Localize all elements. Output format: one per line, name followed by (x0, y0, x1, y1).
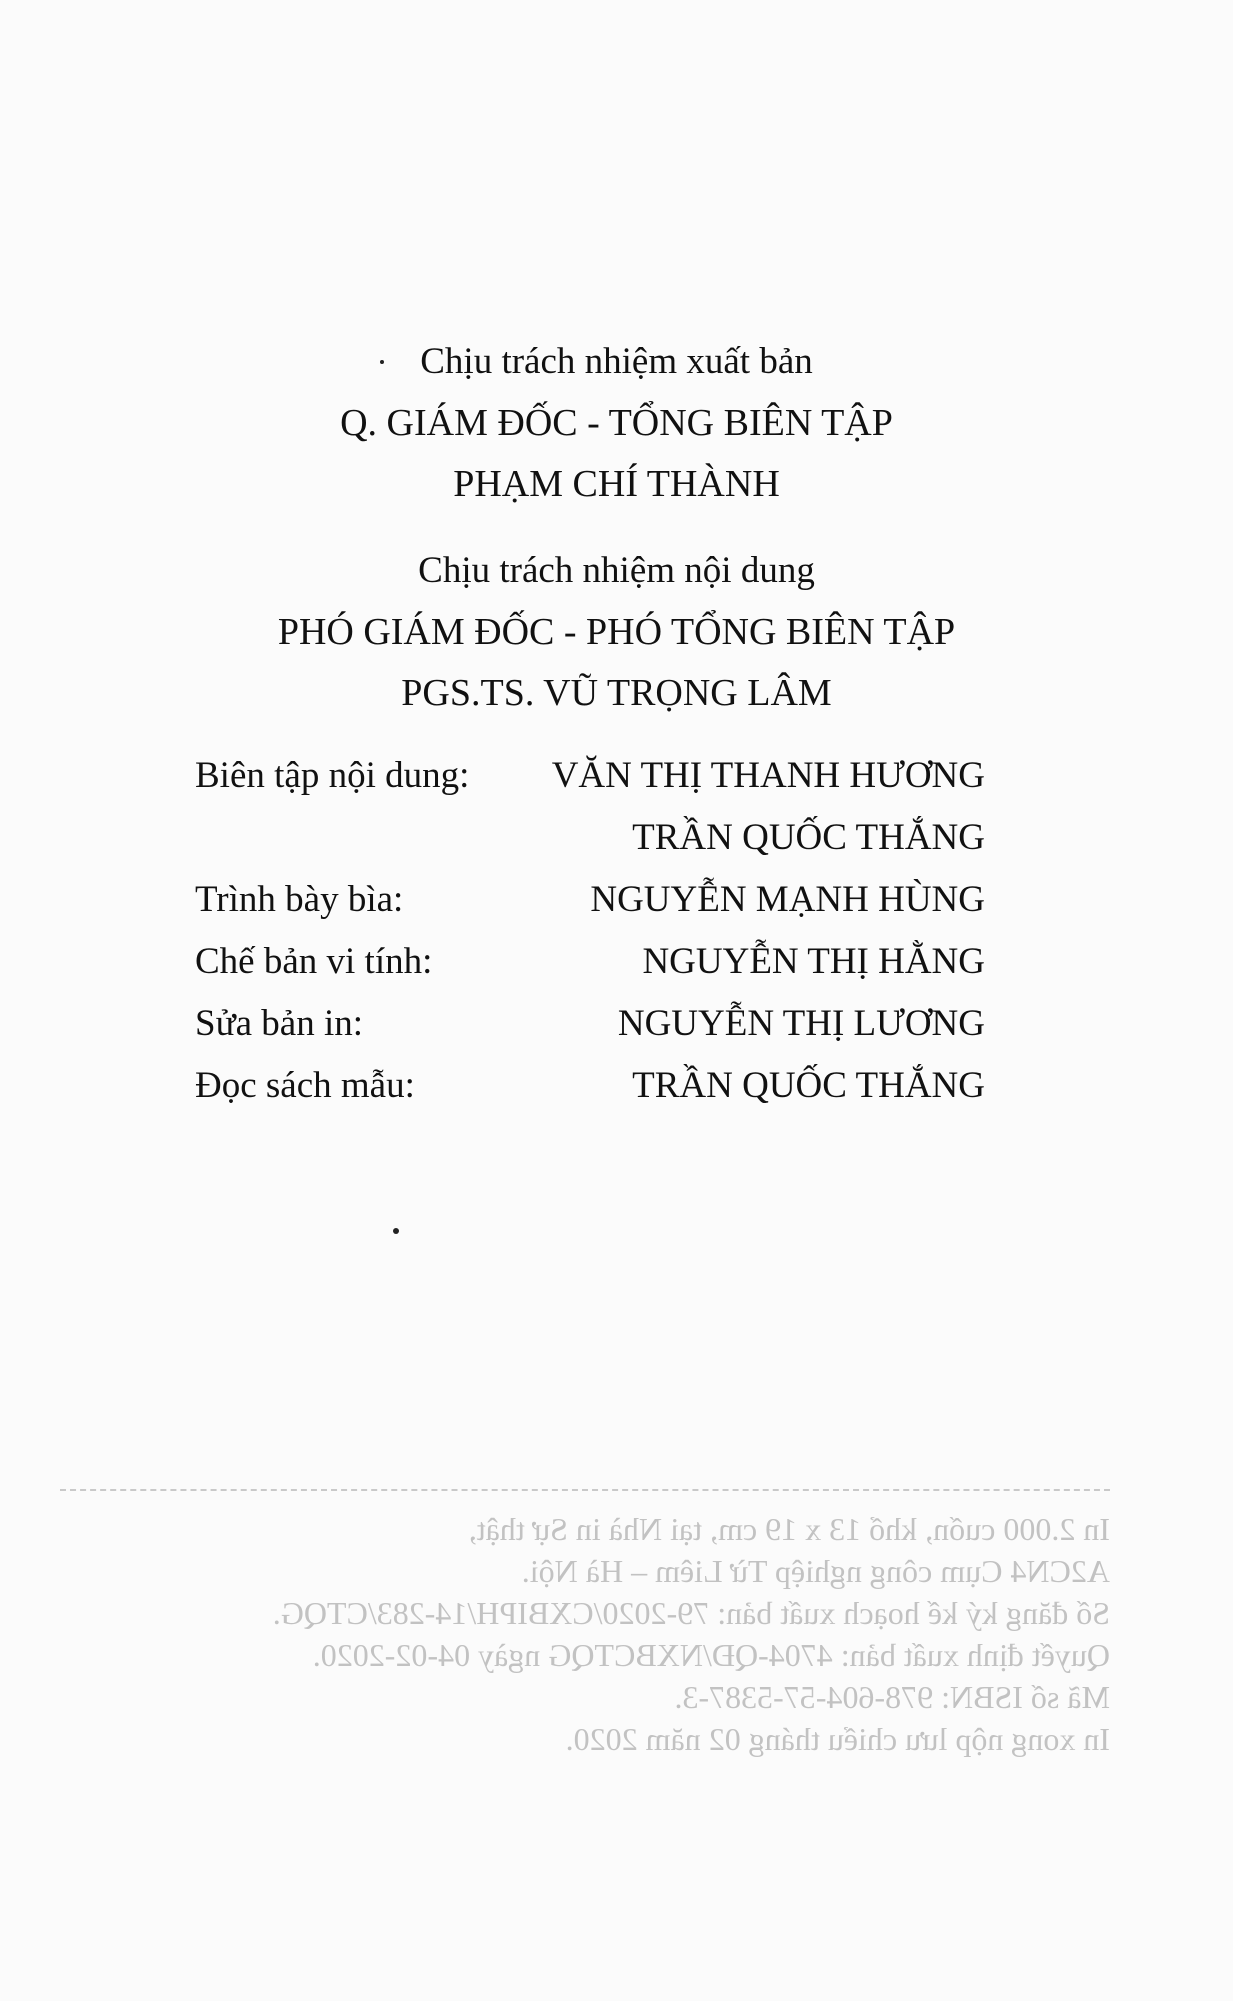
colophon-line: Quyết định xuất bản: 4704-QĐ/NXBCTQG ngày 04-02-2020. (312, 1637, 1110, 1673)
credit-label: Đọc sách mẫu: (195, 1065, 415, 1106)
credit-value: NGUYỄN MẠNH HÙNG (590, 879, 985, 920)
colophon-divider (60, 1489, 1110, 1491)
responsible-content-name: PGS.TS. VŨ TRỌNG LÂM (401, 672, 832, 714)
colophon-bleed-through (60, 1508, 1110, 1760)
credit-label: Sửa bản in: (195, 1003, 364, 1044)
colophon-line: In 2.000 cuốn, khổ 13 x 19 cm, tại Nhà in Sự thật, (468, 1511, 1110, 1547)
colophon-line: In xong nộp lưu chiểu tháng 02 năm 2020. (565, 1721, 1110, 1757)
responsible-content-label: Chịu trách nhiệm nội dung (418, 550, 815, 591)
responsible-content-title: PHÓ GIÁM ĐỐC - PHÓ TỔNG BIÊN TẬP (277, 611, 956, 653)
colophon-line: Số đăng ký kế hoạch xuất bản: 79-2020/CXBIPH/14-283/CTQG. (272, 1595, 1110, 1631)
credit-value: NGUYỄN THỊ LƯƠNG (617, 1003, 985, 1044)
credit-value: TRẦN QUỐC THẮNG (632, 1065, 985, 1106)
print-speck (380, 360, 384, 364)
credit-value: VĂN THỊ THANH HƯƠNG (551, 755, 985, 796)
credit-label: Biên tập nội dung: (195, 755, 470, 796)
responsible-publishing-name: PHẠM CHÍ THÀNH (453, 463, 780, 505)
credit-value: NGUYỄN THỊ HẰNG (642, 941, 985, 982)
credit-label: Chế bản vi tính: (195, 941, 433, 982)
colophon-line: A2CN4 Cụm công nghiệp Từ Liêm – Hà Nội. (521, 1553, 1110, 1589)
responsible-publishing-label: Chịu trách nhiệm xuất bản (420, 341, 813, 382)
responsible-publishing-title: Q. GIÁM ĐỐC - TỔNG BIÊN TẬP (340, 402, 893, 444)
credit-value: TRẦN QUỐC THẮNG (632, 817, 985, 858)
colophon-line: Mã số ISBN: 978-604-57-5387-3. (674, 1679, 1110, 1715)
credit-label: Trình bày bìa: (195, 879, 404, 920)
print-speck (393, 1228, 399, 1234)
